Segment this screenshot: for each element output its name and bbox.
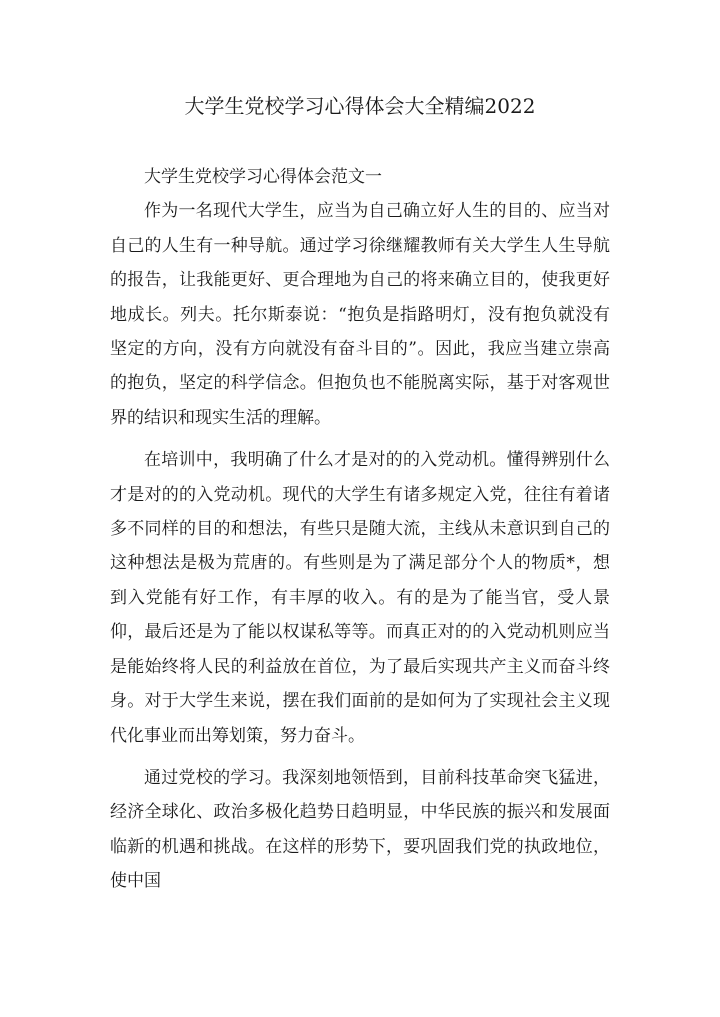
paragraph-3: 通过党校的学习。我深刻地领悟到，目前科技革命突飞猛进，经济全球化、政治多极化趋势日趋明显，中华民族的振兴和发展面临新的机遇和挑战。在这样的形势下，要巩固我们党的执政地位，使中国: [110, 767, 610, 892]
paragraph-2: 在培训中，我明确了什么才是对的的入党动机。懂得辨别什么才是对的的入党动机。现代的大学生有诸多规定入党，往往有着诸多不同样的目的和想法，有些只是随大流，主线从未意识到自己的这种想法是极为荒唐的。有些则是为了满足部分个人的物质*，想到入党能有好工作，有丰厚的收入。有的是为了能当官，受人景仰，最后还是为了能以权谋私等等。而真正对的的入党动机则应当是能始终将人民的利益放在首位，为了最后实现共产主义而奋斗终身。对于大学生来说，摆在我们面前的是如何为了实现社会主义现代化事业而出筹划策，努力奋斗。: [110, 450, 610, 746]
paragraph-1: 作为一名现代大学生，应当为自己确立好人生的目的、应当对自己的人生有一种导航。通过学习徐继耀教师有关大学生人生导航的报告，让我能更好、更合理地为自己的将来确立目的，使我更好地成长。列夫。托尔斯泰说：“抱负是指路明灯，没有抱负就没有坚定的方向，没有方向就没有奋斗目的”。因此，我应当建立崇高的抱负，坚定的科学信念。但抱负也不能脱离实际，基于对客观世界的结识和现实生活的理解。: [110, 201, 610, 428]
section-subtitle: 大学生党校学习心得体会范文一: [144, 167, 382, 187]
document-title: 大学生党校学习心得体会大全精编2022: [184, 94, 536, 118]
document-body: [110, 160, 610, 907]
